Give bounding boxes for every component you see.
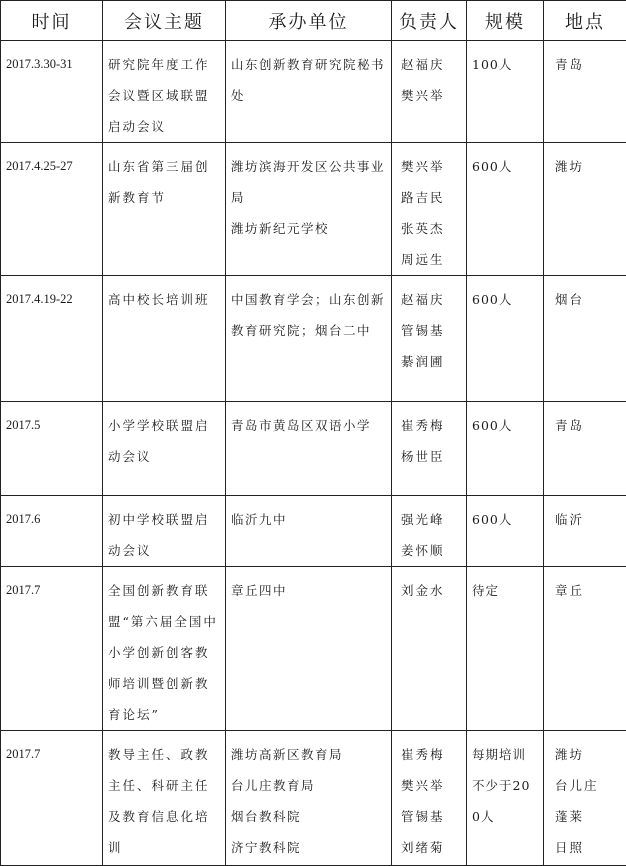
table-row bbox=[1, 731, 626, 866]
cell-leaders: 强光峰 姜怀顺 bbox=[392, 496, 467, 567]
table-row bbox=[1, 567, 626, 731]
cell-host: 山东创新教育研究院秘书处 bbox=[226, 41, 392, 143]
cell-topic: 山东省第三届创新教育节 bbox=[103, 143, 226, 276]
cell-time: 2017.6 bbox=[1, 496, 103, 567]
header-time: 时间 bbox=[1, 1, 103, 41]
cell-host: 临沂九中 bbox=[226, 496, 392, 567]
cell-topic: 小学学校联盟启动会议 bbox=[103, 402, 226, 496]
cell-scale: 100人 bbox=[467, 41, 544, 143]
cell-topic: 研究院年度工作会议暨区域联盟启动会议 bbox=[103, 41, 226, 143]
cell-topic: 高中校长培训班 bbox=[103, 276, 226, 402]
header-leader: 负责人 bbox=[392, 1, 467, 41]
cell-scale: 待定 bbox=[467, 567, 544, 731]
cell-topic: 教导主任、政教主任、科研主任及教育信息化培训 bbox=[103, 731, 226, 866]
table-row bbox=[1, 276, 626, 402]
header-scale: 规模 bbox=[467, 1, 544, 41]
table-row bbox=[1, 402, 626, 496]
cell-leaders: 刘金水 bbox=[392, 567, 467, 731]
cell-place: 潍坊 bbox=[544, 143, 626, 276]
cell-place: 青岛 bbox=[544, 41, 626, 143]
cell-scale: 每期培训不少于200人 bbox=[467, 731, 544, 866]
cell-leaders: 樊兴举 路吉民 张英杰 周远生 bbox=[392, 143, 467, 276]
cell-place: 临沂 bbox=[544, 496, 626, 567]
cell-host: 潍坊滨海开发区公共事业局 潍坊新纪元学校 bbox=[226, 143, 392, 276]
cell-leaders: 崔秀梅 樊兴举 管锡基 刘绪菊 bbox=[392, 731, 467, 866]
table-row bbox=[1, 496, 626, 567]
cell-host: 中国教育学会；山东创新教育研究院；烟台二中 bbox=[226, 276, 392, 402]
cell-time: 2017.5 bbox=[1, 402, 103, 496]
cell-leaders: 赵福庆 樊兴举 bbox=[392, 41, 467, 143]
cell-host: 潍坊高新区教育局 台儿庄教育局 烟台教科院 济宁教科院 bbox=[226, 731, 392, 866]
cell-place: 潍坊 台儿庄 蓬莱 日照 bbox=[544, 731, 626, 866]
cell-time: 2017.4.25-27 bbox=[1, 143, 103, 276]
header-host: 承办单位 bbox=[226, 1, 392, 41]
cell-place: 烟台 bbox=[544, 276, 626, 402]
cell-time: 2017.7 bbox=[1, 567, 103, 731]
cell-host: 青岛市黄岛区双语小学 bbox=[226, 402, 392, 496]
cell-time: 2017.7 bbox=[1, 731, 103, 866]
cell-time: 2017.4.19-22 bbox=[1, 276, 103, 402]
cell-place: 青岛 bbox=[544, 402, 626, 496]
cell-leaders: 赵福庆 管锡基 綦润圃 bbox=[392, 276, 467, 402]
header-place: 地点 bbox=[544, 1, 626, 41]
cell-scale: 600人 bbox=[467, 496, 544, 567]
table-row bbox=[1, 143, 626, 276]
cell-time: 2017.3.30-31 bbox=[1, 41, 103, 143]
table-row bbox=[1, 41, 626, 143]
header-row bbox=[1, 1, 626, 41]
header-topic: 会议主题 bbox=[103, 1, 226, 41]
cell-scale: 600人 bbox=[467, 276, 544, 402]
cell-topic: 全国创新教育联盟“第六届全国中小学创新创客教师培训暨创新教育论坛” bbox=[103, 567, 226, 731]
cell-leaders: 崔秀梅 杨世臣 bbox=[392, 402, 467, 496]
cell-scale: 600人 bbox=[467, 143, 544, 276]
cell-place: 章丘 bbox=[544, 567, 626, 731]
cell-scale: 600人 bbox=[467, 402, 544, 496]
cell-host: 章丘四中 bbox=[226, 567, 392, 731]
cell-topic: 初中学校联盟启动会议 bbox=[103, 496, 226, 567]
